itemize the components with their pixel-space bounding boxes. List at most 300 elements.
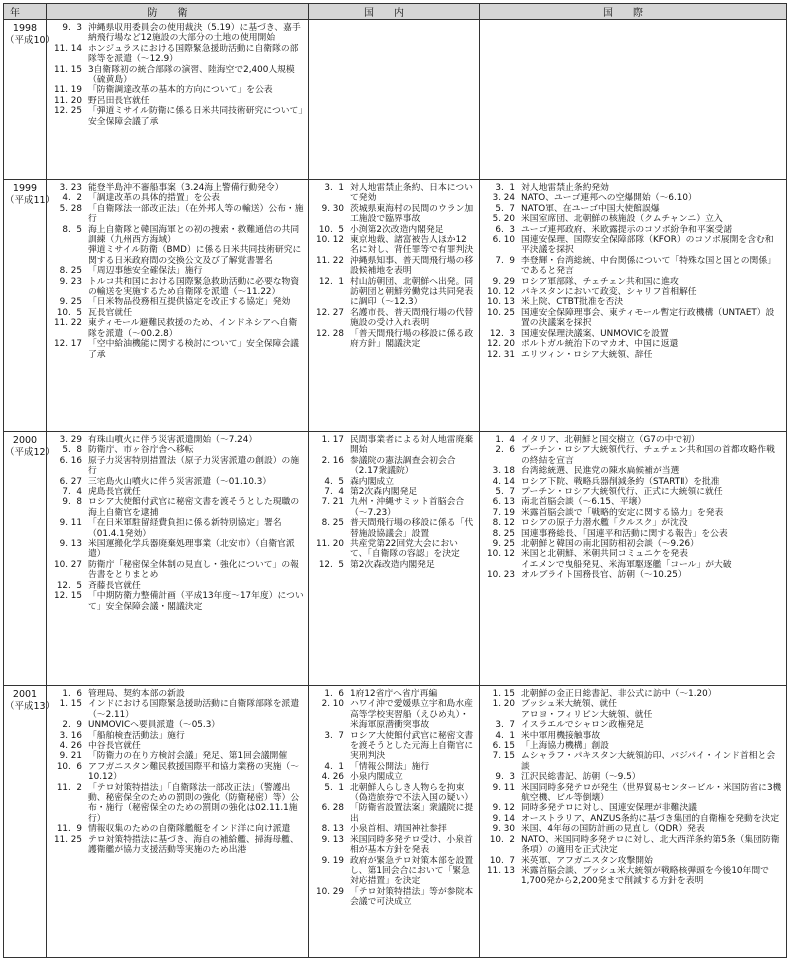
event-entry [310,225,478,235]
event-text: 米英軍、アフガニスタン攻撃開始 [521,855,653,866]
event-text: 森内閣成立 [350,476,394,487]
event-entry [48,560,307,581]
event-entry [310,824,478,834]
event-entry [481,225,785,235]
event-date: 12. 27 [316,307,344,318]
event-date: 6. 28 [321,803,344,814]
event-date: 10. 2 [489,834,515,845]
event-entry [48,245,307,266]
event-date: 12. 17 [54,339,82,350]
event-entry [481,204,785,214]
event-date: 8. 12 [492,518,515,529]
event-text: パキスタンにおいて政変、シャリフ首相解任 [521,287,697,298]
event-text: プーチン・ロシア大統領代行、正式に大統領に就任 [521,487,723,498]
event-entry [481,699,785,709]
event-date: 10. 6 [56,761,82,772]
event-entry [310,803,478,824]
event-text: 第2次森改造内閣発足 [350,559,435,570]
event-date: 11. 25 [54,834,82,845]
event-entry [481,308,785,329]
event-text: 沖縄県収用委員会の使用裁決（5.19）に基づき、嘉手納飛行場など12施設の大部分の土地の使用開始 [88,23,301,44]
event-date: 3. 7 [495,720,515,731]
event-date: 10. 12 [487,287,515,298]
event-date: 7. 15 [492,751,515,762]
header-defense: 防衛 [47,4,309,20]
event-entry [48,487,307,497]
event-date: 9. 25 [492,539,515,550]
event-entry [48,824,307,834]
event-text: 有珠山噴火に伴う災害派遣開始（～7.24） [88,435,258,445]
event-text: テロ対策特措法に基づき、海自の補給艦、掃海母艦、護衛艦が協力支援活動等実施のため出港 [88,834,299,856]
event-text: オルブライト国務長官、訪朝（～10.25） [521,570,687,581]
event-date: 8. 5 [62,224,82,235]
event-text: 北朝鮮人らしき人物らを拘束（偽造旅券で不法入国の疑い） [350,782,474,804]
event-text: 「在日米軍駐留経費負担に係る新特別協定」署名（01.4.1発効） [88,518,282,539]
event-date: 9. 11 [59,518,82,529]
event-entry [48,591,307,612]
event-date: 1. 15 [492,689,515,699]
event-entry [48,225,307,246]
event-text: 小泉内閣成立 [350,772,403,783]
event-date: 1. 6 [62,689,82,699]
event-text: 中谷長官就任 [88,741,141,752]
event-entry [481,710,785,720]
event-entry [481,570,785,580]
event-entry [310,699,478,730]
event-entry [310,308,478,329]
event-entry [481,477,785,487]
event-date: 10. 13 [487,297,515,308]
event-text: 米国運搬化学兵器廃棄処理事業（北安市）（自衛官派遣） [88,539,295,560]
event-entry [481,256,785,277]
event-text: 同時多発テロに対し、国連安保理が非難決議 [521,803,697,814]
event-entry [310,487,478,497]
event-text: 原子力災害特別措置法（原子力災害派遣の創設）の施行 [88,455,300,477]
event-text: インドにおける国際緊急援助活動に自衛隊部隊を派遣（～2.11） [88,699,300,720]
event-entry [48,751,307,761]
event-entry [48,518,307,539]
event-entry [48,85,307,95]
event-entry [481,518,785,528]
event-text: 防衛庁、市ヶ谷庁舎へ移転 [88,445,194,456]
event-entry [310,887,478,908]
event-date: 11. 13 [487,865,515,876]
event-text: ポルトガル統治下のマカオ、中国に返還 [521,339,679,350]
event-date: 3. 1 [495,183,515,193]
event-date: 12. 5 [56,580,82,591]
year-label: 1999 [12,183,38,194]
domestic-cell [309,686,480,958]
event-text: 政府が緊急テロ対策本部を設置し、第1回会合において「緊急対応措置」を決定 [350,855,474,887]
event-text: イタリア、北朝鮮と国交樹立（G7の中で初） [521,435,700,445]
event-date: 6. 10 [492,235,515,246]
event-date: 5. 8 [62,445,82,456]
event-text: 「空中給油機能に関する検討について」安全保障会議了承 [88,339,299,360]
event-entry [481,466,785,476]
event-entry [481,731,785,741]
event-entry [48,762,307,783]
event-entry [48,783,307,825]
event-date: 9. 19 [321,855,344,866]
event-entry [481,350,785,360]
era-label: （平成11） [5,195,56,206]
event-text: 虎島長官就任 [88,487,141,498]
event-date: 11. 15 [54,64,82,75]
event-entry [310,689,478,699]
event-entry [481,549,785,559]
event-entry [481,277,785,287]
event-entry [481,720,785,730]
international-cell [480,432,787,686]
event-text: 「防衛力の在り方検討会議」発足、第1回会議開催 [88,751,288,762]
event-entry [48,308,307,318]
defense-cell [47,20,309,180]
event-text: 九州・沖縄サミット首脳会合（～7.23） [350,497,465,518]
event-text: 国連事務総長、「国連平和活動に関する報告」を公表 [521,528,728,539]
event-text: エリツィン・ロシア大統領、辞任 [521,349,653,360]
event-date: 3. 18 [492,466,515,477]
event-date: 9. 8 [62,497,82,508]
event-entry [48,741,307,751]
event-text: 南北首脳会談（～6.15、平壌） [521,497,647,508]
event-entry [481,835,785,856]
event-text: 「普天間飛行場の移設に係る政府方針」閣議決定 [350,328,474,350]
event-entry [310,277,478,308]
event-entry [48,318,307,339]
event-date: 9. 12 [492,803,515,814]
event-entry [481,741,785,751]
international-cell [480,180,787,432]
event-entry [48,445,307,455]
event-text: アフガニスタン難民救援国際平和協力業務の実施（～10.12） [88,761,300,783]
event-date: 12. 28 [316,328,344,339]
event-date: 9. 13 [321,834,344,845]
event-date: 4. 14 [492,476,515,487]
event-date: 4. 26 [321,772,344,783]
event-date: 10. 12 [487,549,515,560]
event-text: 米国、4年毎の国防計画の見直し（QDR）発表 [521,824,705,835]
event-date [481,560,521,570]
event-text: 「周辺事態安全確保法」施行 [88,266,203,277]
event-entry [310,204,478,225]
event-date: 10. 25 [487,307,515,318]
event-date: 8. 25 [321,518,344,529]
event-date [48,245,88,266]
event-entry [481,689,785,699]
event-entry [310,435,478,456]
event-text: 普天間飛行場の移設に係る「代替施設協議会」設置 [350,518,474,539]
event-text: 三宅島火山噴火に伴う災害派遣（～01.10.3） [88,476,272,487]
event-text: 茨城県東海村の民間のウラン加工施設で臨界事故 [350,203,474,225]
header-domestic: 国内 [309,4,480,20]
event-date: 9. 25 [59,297,82,308]
event-entry [481,183,785,193]
event-text: アロヨ・フィリピン大統領、就任 [521,709,653,720]
event-entry [481,814,785,824]
event-text: 3自衛隊初の統合部隊の演習、陸海空で2,400人規模（硫黄島） [88,64,295,86]
event-entry [48,297,307,307]
event-text: ロシアの原子力潜水艦「クルスク」が沈没 [521,518,688,529]
event-text: 米国同時多発テロ受け、小泉首相が基本方針を発表 [350,834,473,856]
event-date: 6. 13 [492,497,515,508]
domestic-cell [309,180,480,432]
event-date: 1. 15 [59,699,82,710]
event-text: ロシア大使館付武官に秘密文書を渡そうとした元海上自衛官に実刑判決 [350,730,474,762]
international-cell [480,20,787,180]
event-entry [48,456,307,477]
event-date: 12. 31 [487,349,515,360]
event-text: NATO、米国同時多発テロに対し、北大西洋条約第5条（集団防衛条項）の適用を正式決定 [521,834,780,856]
event-date: 9. 14 [492,813,515,824]
event-text: 管理局、契約本部の新設 [88,689,185,699]
event-entry [48,581,307,591]
event-text: 米露首脳会談、ブッシュ米大統領が戦略核弾頭を今後10年間で1,700発から2,200発まで削減する方針を表明 [521,865,769,887]
event-text: 北朝鮮と韓国の南北国防相初会談（～9.26） [521,539,699,550]
event-entry [48,65,307,86]
event-entry [481,214,785,224]
event-date: 3. 24 [492,193,515,204]
event-text: ブッシュ米大統領、就任 [521,699,617,710]
event-text: 共産党第22回党大会において、「自衛隊の容認」を決定 [350,539,460,560]
event-text: 村山訪朝団、北朝鮮へ出発。同訪朝団と朝鮮労働党は共同発表に調印（～12.3） [350,276,474,308]
event-date: 10. 5 [318,224,344,235]
event-text: 小渕第2次改造内閣発足 [350,224,444,235]
event-entry [310,456,478,477]
event-date: 9. 11 [492,782,515,793]
event-date: 11. 22 [54,318,82,329]
year-cell [4,432,56,686]
event-date: 10. 5 [56,307,82,318]
year-label: 2001 [12,689,38,700]
event-entry [310,183,478,204]
event-date: 1. 4 [495,435,515,445]
event-text: ロシア軍部隊、チェチェン共和国に進攻 [521,276,679,287]
event-date: 7. 21 [321,497,344,508]
event-text: 国連安保理、国際安全保障部隊（KFOR）のコソボ展開を含む和平決議を採択 [521,235,774,256]
event-date: 10. 27 [54,559,82,570]
event-text: ホンジュラスにおける国際緊急援助活動に自衛隊の部隊等を派遣（～12.9） [88,43,299,65]
year-label: 2000 [12,435,38,446]
event-date: 11. 9 [56,824,82,835]
year-row [4,432,787,686]
event-text: プーチン・ロシア大統領代行、チェチェン共和国の首都攻略作戦の終結を宣言 [521,445,775,466]
event-text: 米中軍用機接触事故 [521,730,601,741]
event-entry [481,772,785,782]
event-date: 10. 7 [489,855,515,866]
event-entry [481,803,785,813]
event-date: 10. 12 [316,235,344,246]
event-entry [48,204,307,225]
event-date: 4. 26 [59,741,82,752]
event-date: 7. 4 [62,487,82,498]
event-text: 「調達改革の具体的措置」を公表 [88,193,220,204]
event-date [481,710,521,720]
event-date: 6. 16 [59,455,82,466]
event-entry [481,824,785,834]
event-entry [481,339,785,349]
event-date: 8. 25 [492,528,515,539]
event-text: 東ティモール避難民救援のため、インドネシアへ自衛隊を派遣（～00.2.8） [88,318,298,339]
event-entry [310,497,478,518]
event-text: NATO軍、在ユーゴ中国大使館誤爆 [521,203,660,214]
domestic-cell [309,20,480,180]
event-entry [310,518,478,539]
event-date: 1. 20 [492,699,515,710]
event-text: 「防衛調達改革の基本的方向について」を公表 [88,85,273,96]
event-entry [481,560,785,570]
event-date: 12. 5 [318,559,344,570]
event-date: 8. 13 [321,824,344,835]
event-text: ユーゴ連邦政府、米欧露提示のコソボ紛争和平案受諾 [521,224,733,235]
event-text: 1府12省庁へ省庁再編 [350,689,438,699]
event-entry [481,497,785,507]
era-label: （平成13） [5,701,56,712]
event-entry [481,487,785,497]
defense-cell [47,432,309,686]
event-entry [48,689,307,699]
year-label: 1998 [12,23,38,34]
event-date: 9. 3 [62,23,82,33]
event-entry [310,731,478,762]
event-entry [48,96,307,106]
event-date: 9. 3 [495,772,515,783]
event-date: 4. 5 [324,476,344,487]
event-date: 3. 1 [324,183,344,193]
event-text: 斉藤長官就任 [88,580,141,591]
event-entry [481,329,785,339]
header-international: 国際 [480,4,787,20]
event-text: 能登半島沖不審船事案（3.24海上警備行動発令） [88,183,284,193]
event-date: 11. 2 [56,782,82,793]
event-text: 台湾総統選、民進党の陳水扁候補が当選 [521,466,680,477]
international-cell [480,686,787,958]
year-cell [4,20,56,180]
event-entry [481,866,785,887]
event-entry [481,856,785,866]
event-date: 9. 30 [492,824,515,835]
event-entry [48,193,307,203]
event-date: 9. 13 [59,539,82,550]
header-row [4,4,787,20]
event-text: 東京地裁、諸富被告人ほか12名に対し、背任罪等で有罪判決 [350,235,474,256]
event-entry [481,435,785,445]
event-date: 5. 28 [59,203,82,214]
event-text: 「弾道ミサイル防衛に係る日米共同技術研究について」安全保障会議了承 [88,106,303,127]
event-entry [481,235,785,256]
event-date: 6. 27 [59,476,82,487]
defense-cell [47,686,309,958]
event-text: UNMOVICへ要員派遣（～05.3） [88,720,221,731]
year-row [4,20,787,180]
event-text: 「自衛隊法一部改正法」（在外邦人等の輸送）公布・施行 [88,203,304,225]
event-text: ロシア下院、戦略兵器削減条約（STARTⅡ）を批准 [521,476,720,487]
event-date: 2. 16 [321,455,344,466]
event-entry [48,477,307,487]
event-text: 「船舶検査活動法」施行 [88,730,185,741]
event-date: 7. 19 [492,507,515,518]
event-text: 民間事業者による対人地雷廃棄開始 [350,435,474,456]
event-entry [310,772,478,782]
event-entry [48,266,307,276]
event-entry [481,297,785,307]
event-entry [48,339,307,360]
event-date: 3. 23 [59,183,82,193]
event-date: 11. 20 [316,539,344,550]
event-entry [310,329,478,350]
event-date: 9. 29 [492,276,515,287]
event-date: 5. 1 [324,782,344,793]
event-date: 6. 3 [495,224,515,235]
event-date: 5. 7 [495,203,515,214]
event-text: ハワイ沖で愛媛県立宇和島水産高等学校実習船（えひめ丸）・米海軍原潜衝突事故 [350,699,473,731]
event-date: 4. 1 [324,761,344,772]
event-entry [48,183,307,193]
year-row [4,180,787,432]
event-text: 米上院、CTBT批准を否決 [521,297,624,308]
event-entry [310,762,478,772]
event-date: 12. 15 [54,591,82,602]
event-entry [48,106,307,127]
event-text: 江沢民総書記、訪朝（～9.5） [521,772,641,783]
event-entry [310,256,478,277]
chronology-table [3,3,787,958]
event-text: 対人地雷禁止条約、日本について発効 [350,183,473,204]
event-date: 5. 20 [492,214,515,225]
event-text: 「テロ対策特措法」「自衛隊法一部改正法」（警護出動、秘密保全のための罰則の強化（防衛秘密）等）公布・施行（秘密保全のための罰則の強化は02.11.1施行） [88,782,300,824]
event-entry [48,539,307,560]
event-date: 12. 1 [318,276,344,287]
event-date: 4. 2 [62,193,82,204]
event-entry [481,445,785,466]
event-entry [481,751,785,772]
event-text: 情報収集のための自衛隊艦艇をインド洋に向け派遣 [88,824,291,835]
event-date: 11. 22 [316,255,344,266]
event-text: 「日米物品役務相互提供協定を改正する協定」発効 [88,297,291,308]
event-date: 6. 15 [492,741,515,752]
domestic-cell [309,432,480,686]
event-date: 5. 7 [495,487,515,498]
event-entry [310,560,478,570]
event-text: トルコ共和国における国際緊急救助活動に必要な物資の輸送を実施するため自衛隊を派遣（～11.22） [88,276,300,298]
header-year: 年 [4,4,47,20]
event-text: 防衛庁「秘密保全体制の見直し・強化について」の報告書をとりまとめ [88,559,299,581]
event-date: 9. 21 [59,751,82,762]
year-cell [4,180,56,432]
event-text: 第2次森内閣発足 [350,487,418,498]
event-text: 米国と北朝鮮、米朝共同コミュニケを発表 [521,549,688,560]
event-date: 10. 23 [487,570,515,581]
event-entry [310,235,478,256]
event-text: 参議院の憲法調査会初会合（2.17衆議院） [350,455,456,477]
event-date: 7. 4 [324,487,344,498]
event-text: 沖縄県知事、普天間飛行場の移設候補地を表明 [350,255,474,277]
event-entry [481,529,785,539]
event-date: 1. 6 [324,689,344,699]
event-text: 小泉首相、靖国神社参拝 [350,824,447,835]
event-date: 9. 30 [321,203,344,214]
event-text: ロシア大使館付武官に秘密文書を渡そうとした現職の海上自衛官を逮捕 [88,497,300,518]
defense-cell [47,180,309,432]
event-text: 名護市長、普天間飛行場の代替施設の受け入れ表明 [350,307,474,329]
event-entry [48,435,307,445]
event-date: 11. 19 [54,85,82,96]
event-text: 野呂田長官就任 [88,95,150,106]
event-entry [310,783,478,804]
year-cell [4,686,56,958]
era-label: （平成12） [5,447,56,458]
event-date: 8. 25 [59,266,82,277]
event-text: 米国同時多発テロが発生（世界貿易センタービル・米国防省に3機航空機、ビル等倒壊） [521,782,782,804]
